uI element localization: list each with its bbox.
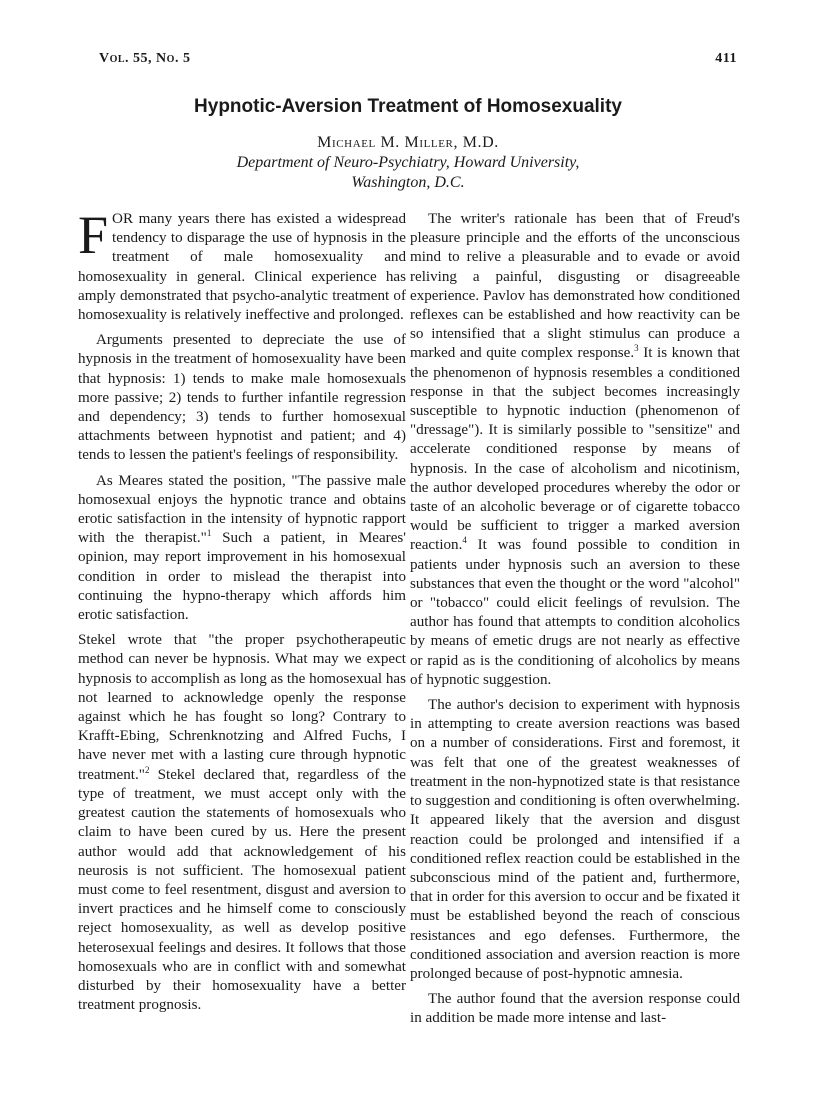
page-number: 411: [715, 51, 737, 66]
volume-issue: Vol. 55, No. 5: [99, 51, 191, 66]
paragraph-4-text-a: Stekel wrote that "the proper psychotherapeutic method can never be hypnosis. What may we expect hypnosis to accomplish as long as the homosexual has not learned to acknowledge openly the response against which he has fought so long? Contrary to Krafft-Ebing, Schrenknotzing and Alfred Fuchs, I have never met with a lasting cure through hypnotic treatment.": [78, 632, 406, 783]
right-column: [410, 210, 740, 1035]
footnote-ref-1: 1: [206, 528, 212, 539]
paragraph-6: The author's decision to experiment with hypnosis in attempting to create aversion reactions was based on a number of considerations. First and foremost, it was felt that one of the greatest weaknesses of treatment in the non-hypnotized state is that resistance to suggestion and conditioning is often overwhelming. It appeared likely that the aversion and disgust reaction could be prolonged and intensified if a conditioned reflex reaction could be established in the subconscious mind of the patient and, furthermore, that in order for this aversion to occur and be fixated it must be established beyond the reach of conscious resistances and ego defenses. Furthermore, the conditioned association and aversion reaction is more prolonged because of post-hypnotic amnesia.: [410, 697, 740, 982]
affiliation-line-2: Washington, D.C.: [351, 174, 465, 191]
paragraph-4: [78, 631, 406, 1015]
drop-cap: F: [78, 205, 109, 265]
paragraph-1: [78, 205, 406, 325]
paragraph-3-text-a: As Meares stated the position, "The passive male homosexual enjoys the hypnotic trance and obtains erotic satisfaction in the intensity of hypnotic rapport with the therapist.": [78, 472, 406, 547]
paragraph-1-text: many years there has existed a widespread tendency to disparage the use of hypnosis in the treatment of male homosexuality and homosexuality in general. Clinical experience has amply demonstrated that psycho-analytic treatment of homosexuality is relatively ineffective and prolonged.: [78, 211, 406, 324]
running-head: [99, 51, 737, 67]
left-column: [78, 205, 406, 1021]
paragraph-4-text-b: Stekel declared that, regardless of the type of treatment, we must accept only with the greatest caution the statements of homosexuals who claim to have been cured by us. Here the present author would add that acknowledgement of his neurosis is not sufficient. The homosexual patient must come to feel resentment, disgust and aversion to invert practices and he himself come to consciously reject homosexuality, as well as develop positive heterosexual feelings and desires. It follows that those homosexuals who are in conflict with and somewhat disturbed by their homosexuality have a better treatment prognosis.: [78, 766, 406, 1014]
paragraph-5-text-b: It is known that the phenomenon of hypnosis resembles a conditioned response in that the subject becomes increasingly susceptible to hypnotic induction (phenomenon of "dressage"). It is similarly possible to "sensitize" and accelerate conditioned response by means of hypnosis. In the case of alcoholism and nicotinism, the author developed procedures whereby the odor or taste of an alcoholic beverage or of cigarette tobacco would be sufficient to trigger a marked aversion reaction.: [410, 345, 740, 554]
paragraph-2: Arguments presented to depreciate the use of hypnosis in the treatment of homosexuality have been that hypnosis: 1) tends to make male homosexuals more passive; 2) tends to further infantile regression and dependency; 3) tends to further homosexual attachments between hypnotist and patient; and 4) tends to lessen the patient's feelings of responsibility.: [78, 332, 406, 464]
paragraph-3: [78, 472, 406, 626]
paragraph-3-text-b: Such a patient, in Meares' opinion, may report improvement in his homosexual condition in order to mislead the therapist into continuing the hypno-therapy which affords him erotic satisfaction.: [78, 530, 406, 624]
paragraph-5-text-c: It was found possible to condition in patients under hypnosis such an aversion to these substances that even the thought or the word "alcohol" or "tobacco" could elicit feelings of revulsion. The author has found that attempts to condition alcoholics by means of emetic drugs are not nearly as effective or rapid as is the conditioning of alcoholics by means of hypnotic suggestion.: [410, 537, 740, 688]
author-name: Michael M. Miller, M.D.: [317, 134, 499, 151]
affiliation-line-1: Department of Neuro-Psychiatry, Howard University,: [236, 154, 580, 171]
footnote-ref-3: 3: [634, 343, 639, 354]
byline: [0, 133, 816, 193]
footnote-ref-4: 4: [462, 535, 467, 546]
paragraph-5-text-a: The writer's rationale has been that of Freud's pleasure principle and the efforts of the unconscious mind to relive a pleasurable and to evade or avoid reliving a painful, disgusting or disagreeable experience. Pavlov has demonstrated how conditioned reflexes can be established and how reactivity can be so intensified that a slight stimulus can produce a marked and quite complex response.: [410, 211, 740, 362]
first-word: OR: [112, 211, 134, 227]
article-title: Hypnotic-Aversion Treatment of Homosexuality: [194, 96, 622, 117]
paragraph-5: [410, 210, 740, 690]
footnote-ref-2: 2: [144, 764, 150, 775]
paragraph-7: The author found that the aversion response could in addition be made more intense and last-: [410, 991, 740, 1027]
